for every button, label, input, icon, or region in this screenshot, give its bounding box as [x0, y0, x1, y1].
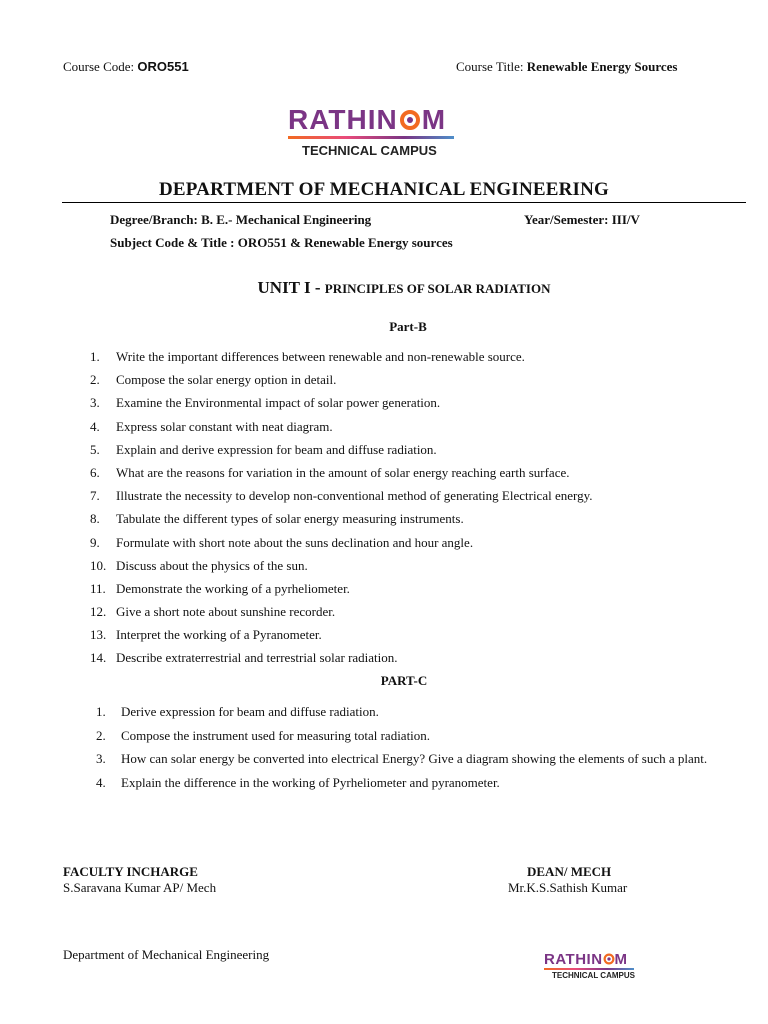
- question-item: [90, 461, 750, 484]
- question-text: Compose the instrument used for measuring total radiation.: [121, 727, 431, 743]
- degree-branch: Degree/Branch: B. E.- Mechanical Engineering: [110, 212, 372, 227]
- question-text: Illustrate the necessity to develop non-conventional method of generating Electrical energy.: [116, 488, 593, 504]
- part-b-heading: Part-B: [389, 319, 427, 334]
- question-text: Demonstrate the working of a pyrheliometer.: [116, 580, 350, 596]
- question-number: 7.: [90, 488, 100, 504]
- question-number: 8.: [90, 511, 100, 527]
- question-number: 1.: [96, 704, 106, 719]
- year-semester: Year/Semester: III/V: [524, 212, 640, 227]
- question-text: Express solar constant with neat diagram.: [116, 418, 333, 434]
- question-number: 3.: [96, 751, 106, 766]
- footer-logo-wordmark: RATHIN M: [544, 951, 628, 968]
- question-number: 9.: [90, 534, 100, 550]
- question-item: [93, 724, 733, 748]
- question-text: Tabulate the different types of solar energy measuring instruments.: [116, 511, 464, 527]
- question-text: How can solar energy be converted into electrical Energy? Give a diagram showing the elements of such a plant.: [121, 751, 708, 766]
- question-item: [90, 554, 750, 577]
- question-number: 13.: [90, 627, 107, 643]
- footer-logo-bar: [544, 968, 634, 970]
- subject-code-title: Subject Code & Title : ORO551 & Renewable Energy sources: [110, 235, 453, 250]
- question-number: 4.: [96, 774, 106, 790]
- title-divider: [62, 202, 746, 203]
- question-number: 1.: [90, 349, 100, 364]
- unit-heading: [0, 278, 768, 298]
- question-item: [90, 438, 750, 461]
- question-number: 6.: [90, 464, 100, 480]
- question-number: 11.: [90, 580, 106, 596]
- institution-logo: [288, 106, 456, 160]
- department-title: DEPARTMENT OF MECHANICAL ENGINEERING: [158, 179, 610, 200]
- unit-title: PRINCIPLES OF SOLAR RADIATION: [324, 281, 551, 296]
- part-c-heading: PART-C: [380, 673, 428, 688]
- logo-subtitle: TECHNICAL CAMPUS: [302, 143, 437, 158]
- course-code: [63, 59, 189, 75]
- question-text: Explain the difference in the working of Pyrheliometer and pyranometer.: [121, 774, 500, 790]
- question-item: [90, 600, 750, 623]
- question-text: Explain and derive expression for beam and diffuse radiation.: [116, 441, 437, 457]
- footer-department: Department of Mechanical Engineering: [63, 947, 270, 962]
- footer-logo: [544, 952, 636, 984]
- question-item: [90, 531, 750, 554]
- course-title-label: Course Title:: [456, 59, 524, 74]
- question-item: [90, 415, 750, 438]
- question-number: 2.: [90, 372, 100, 388]
- faculty-incharge-name: S.Saravana Kumar AP/ Mech: [63, 880, 217, 895]
- question-item: [90, 345, 750, 368]
- course-title: [456, 59, 678, 75]
- question-text: Discuss about the physics of the sun.: [116, 557, 308, 573]
- logo-wordmark: RATHIN M: [288, 104, 447, 135]
- question-text: What are the reasons for variation in the amount of solar energy reaching earth surface.: [116, 464, 570, 480]
- footer-logo-subtitle: TECHNICAL CAMPUS: [552, 971, 635, 980]
- part-b-question-list: [90, 345, 750, 670]
- course-title-value: Renewable Energy Sources: [526, 59, 678, 74]
- question-text: Interpret the working of a Pyranometer.: [116, 627, 322, 643]
- question-item: [90, 577, 750, 600]
- course-code-label: Course Code:: [63, 59, 135, 74]
- sun-ring-icon: [399, 109, 421, 131]
- question-text: Examine the Environmental impact of solar power generation.: [116, 395, 441, 411]
- question-number: 4.: [90, 418, 100, 434]
- question-text: Derive expression for beam and diffuse radiation.: [121, 704, 379, 719]
- footer-sun-ring-icon: [603, 953, 615, 965]
- question-text: Compose the solar energy option in detail.: [116, 372, 337, 388]
- question-number: 3.: [90, 395, 100, 411]
- dean-title: DEAN/ MECH: [527, 864, 612, 879]
- question-item: [90, 623, 750, 646]
- part-c-question-list: [93, 700, 733, 794]
- faculty-incharge-title: FACULTY INCHARGE: [63, 864, 198, 879]
- question-number: 5.: [90, 441, 100, 457]
- question-item: [90, 368, 750, 391]
- unit-label: UNIT I -: [257, 278, 325, 297]
- dean-name: Mr.K.S.Sathish Kumar: [508, 880, 628, 895]
- question-item: [90, 484, 750, 507]
- question-number: 12.: [90, 604, 107, 620]
- question-number: 10.: [90, 557, 107, 573]
- question-item: [90, 646, 750, 669]
- question-number: 2.: [96, 727, 106, 743]
- question-item: [90, 391, 750, 414]
- question-item: [90, 507, 750, 530]
- question-text: Describe extraterrestrial and terrestrial solar radiation.: [116, 650, 398, 666]
- question-text: Write the important differences between renewable and non-renewable source.: [116, 349, 525, 364]
- logo-gradient-bar: [288, 136, 454, 139]
- question-item: [93, 771, 733, 795]
- question-number: 14.: [90, 650, 107, 666]
- course-code-value: ORO551: [137, 59, 189, 74]
- question-text: Formulate with short note about the suns declination and hour angle.: [116, 534, 474, 550]
- question-item: [93, 747, 733, 771]
- question-text: Give a short note about sunshine recorder.: [116, 604, 336, 620]
- question-item: [93, 700, 733, 724]
